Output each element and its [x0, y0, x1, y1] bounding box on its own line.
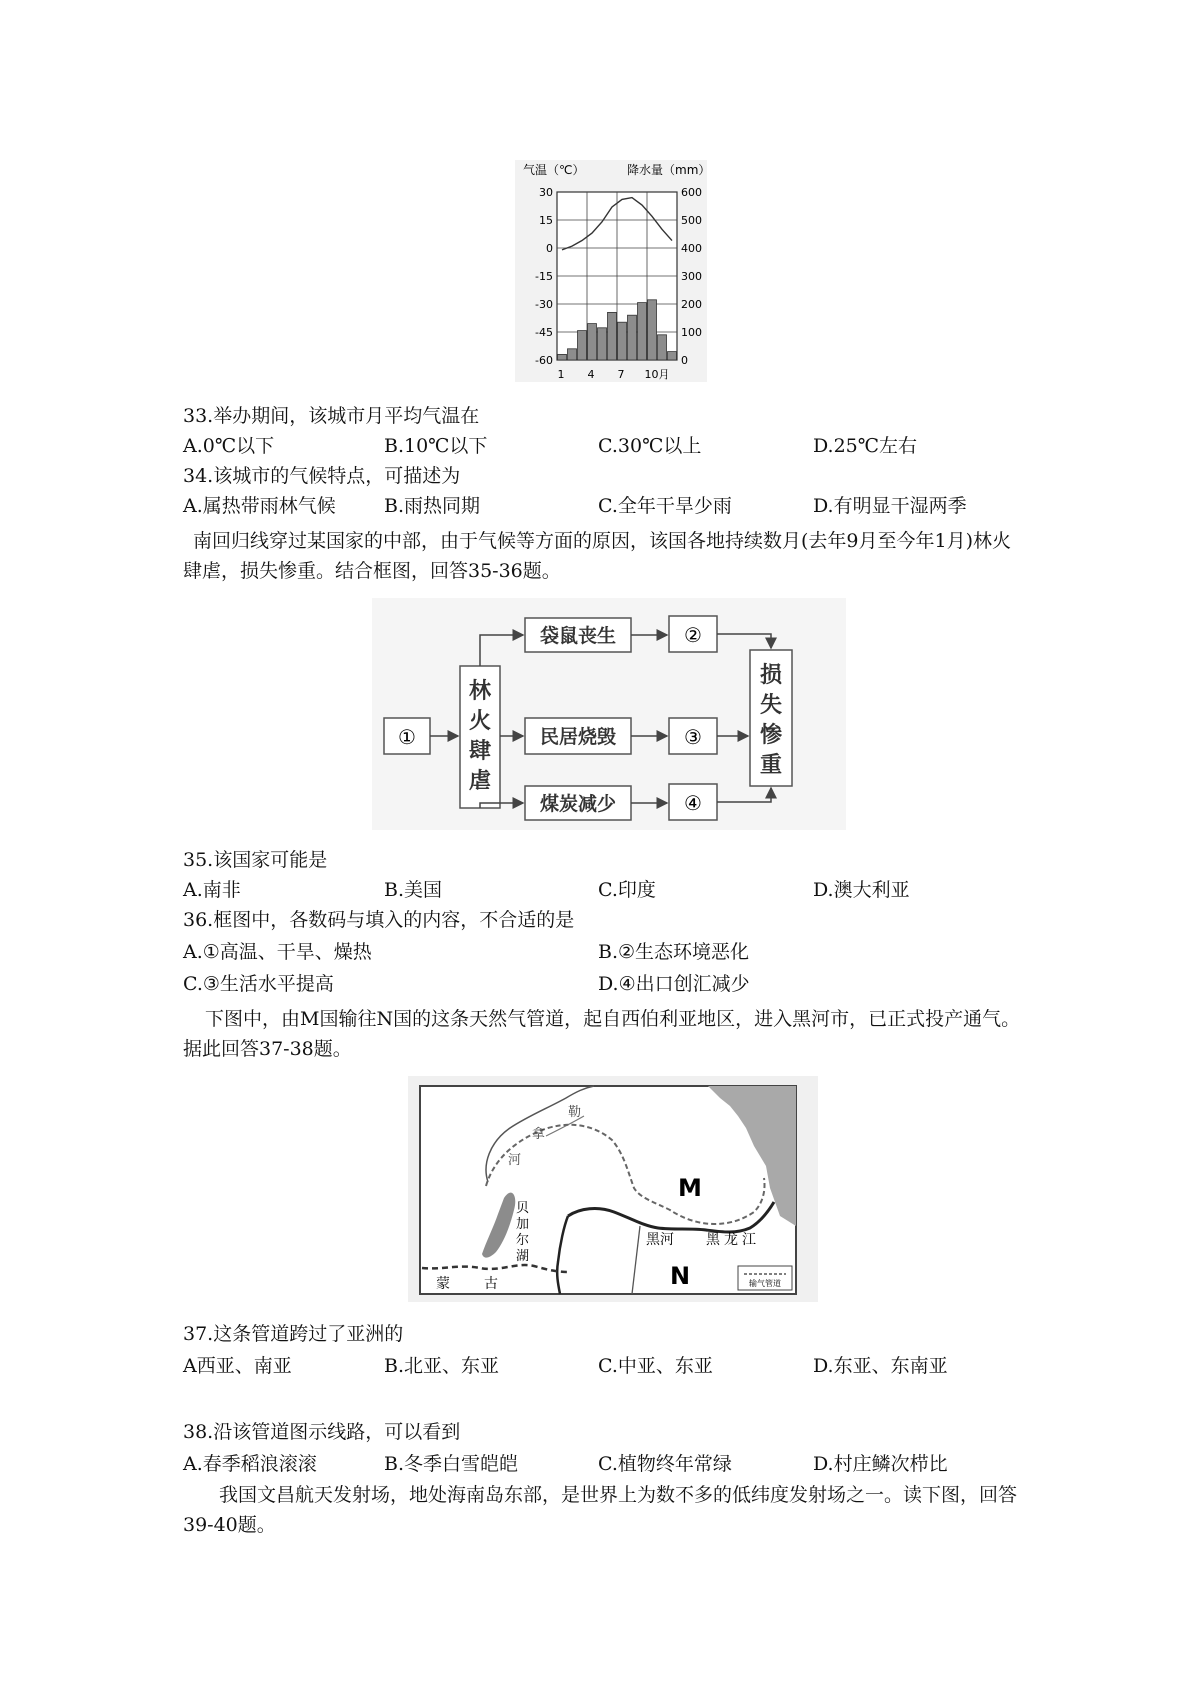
amur-label-2: 龙 [724, 1232, 738, 1248]
q35-option-c: C.印度 [598, 879, 656, 901]
q35-option-b: B.美国 [384, 879, 443, 901]
precip-bar-10 [648, 300, 657, 360]
arrow-fire-top [480, 635, 523, 666]
fire-box-label: 林火肆虐 [468, 679, 492, 794]
x-tick-1: 1 [557, 368, 565, 381]
loss-box-label: 损失惨重 [759, 663, 783, 778]
q34-option-d: D.有明显干湿两季 [813, 495, 967, 517]
x-tick-10: 10月 [644, 368, 670, 381]
left-tick-m60: -60 [535, 354, 553, 367]
precip-bar-3 [578, 331, 587, 360]
q38-option-c: C.植物终年常绿 [598, 1453, 732, 1475]
q33-stem: 33.举办期间，该城市月平均气温在 [183, 405, 480, 427]
climate-chart [515, 160, 707, 382]
country-m-label: M [678, 1174, 702, 1202]
right-tick-100: 100 [681, 326, 702, 339]
precip-bar-11 [658, 335, 667, 360]
q37-stem: 37.这条管道跨过了亚洲的 [183, 1323, 404, 1345]
lake-label-3: 尔 [516, 1233, 530, 1248]
y-right-label: 降水量（mm） [627, 163, 707, 177]
box-4-label: ④ [684, 791, 702, 815]
intro-37-38: 下图中，由M国输往N国的这条天然气管道，起自西伯利亚地区，进入黑河市，已正式投产通气。据此回答37-38题。 [183, 1008, 1021, 1060]
precip-bar-9 [638, 303, 647, 360]
left-tick-30: 30 [539, 186, 553, 199]
left-tick-15: 15 [539, 214, 553, 227]
y-left-label: 气温（℃） [523, 163, 585, 177]
arrow-4-loss [717, 788, 771, 802]
q34-stem: 34.该城市的气候特点，可描述为 [183, 465, 461, 487]
q36-option-d: D.④出口创汇减少 [598, 973, 750, 995]
left-tick-m15: -15 [535, 270, 553, 283]
q34-option-b: B.雨热同期 [384, 495, 481, 517]
precip-bar-12 [668, 352, 677, 360]
q37-option-c: C.中亚、东亚 [598, 1355, 713, 1377]
right-tick-200: 200 [681, 298, 702, 311]
q34-option-c: C.全年干旱少雨 [598, 495, 732, 517]
lake-label-1: 贝 [516, 1201, 530, 1216]
q33-option-a: A.0℃以下 [183, 435, 275, 457]
box-3-label: ③ [684, 725, 702, 749]
q36-option-c: C.③生活水平提高 [183, 973, 334, 995]
box-coal-label: 煤炭减少 [539, 793, 617, 815]
q38-option-b: B.冬季白雪皑皑 [384, 1453, 519, 1475]
right-tick-0: 0 [681, 354, 688, 367]
q36-option-b: B.②生态环境恶化 [598, 941, 750, 963]
left-tick-m30: -30 [535, 298, 553, 311]
heihe-label: 黑河 [646, 1232, 674, 1248]
q34-option-a: A.属热带雨林气候 [183, 495, 336, 517]
right-tick-600: 600 [681, 186, 702, 199]
intro-39-40: 我国文昌航天发射场，地处海南岛东部，是世界上为数不多的低纬度发射场之一。读下图，回答39-40题。 [183, 1484, 1018, 1536]
mongolia-label-2: 古 [484, 1276, 498, 1292]
q36-stem: 36.框图中，各数码与填入的内容，不合适的是 [183, 909, 575, 931]
lake-label-2: 加 [516, 1217, 530, 1232]
pipeline-map-svg [408, 1076, 818, 1302]
q37-option-a: A西亚、南亚 [183, 1355, 292, 1377]
pipeline-map [408, 1076, 818, 1302]
q33-option-b: B.10℃以下 [384, 435, 488, 457]
precip-bar-1 [558, 354, 567, 360]
flowchart-svg [372, 598, 846, 830]
left-tick-m45: -45 [535, 326, 553, 339]
q35-option-a: A.南非 [183, 879, 241, 901]
arrow-2-loss [717, 634, 771, 648]
amur-label-3: 江 [742, 1232, 756, 1248]
q37-option-b: B.北亚、东亚 [384, 1355, 500, 1377]
precip-bar-5 [598, 328, 607, 360]
precip-bar-2 [568, 349, 577, 360]
box-kangaroo-label: 袋鼠丧生 [539, 625, 617, 647]
flowchart [372, 598, 846, 830]
precip-bar-6 [608, 312, 617, 360]
q33-option-d: D.25℃左右 [813, 435, 918, 457]
q37-option-d: D.东亚、东南亚 [813, 1355, 948, 1377]
lake-label-4: 湖 [516, 1249, 530, 1264]
q38-stem: 38.沿该管道图示线路，可以看到 [183, 1421, 461, 1443]
country-n-label: N [670, 1262, 691, 1290]
mongolia-label-1: 蒙 [436, 1276, 450, 1292]
precip-bar-4 [588, 324, 597, 360]
box-1-label: ① [398, 725, 416, 749]
q38-option-d: D.村庄鳞次栉比 [813, 1453, 948, 1475]
q33-option-c: C.30℃以上 [598, 435, 702, 457]
intro-35-36: 南回归线穿过某国家的中部，由于气候等方面的原因，该国各地持续数月(去年9月至今年1月)林火肆虐，损失惨重。结合框图，回答35-36题。 [183, 530, 1012, 582]
q38-option-a: A.春季稻浪滚滚 [183, 1453, 317, 1475]
box-houses-label: 民居烧毁 [539, 726, 617, 748]
x-tick-7: 7 [617, 368, 625, 381]
q36-option-a: A.①高温、干旱、燥热 [183, 941, 372, 963]
q35-option-d: D.澳大利亚 [813, 879, 910, 901]
precip-bar-8 [628, 315, 637, 360]
river-label-1: 河 [508, 1153, 522, 1168]
climate-chart-svg [515, 160, 707, 382]
q35-stem: 35.该国家可能是 [183, 849, 328, 871]
right-tick-500: 500 [681, 214, 702, 227]
x-tick-4: 4 [587, 368, 595, 381]
right-tick-400: 400 [681, 242, 702, 255]
river-label-3: 勒 [568, 1105, 582, 1120]
amur-label-1: 黑 [706, 1232, 720, 1248]
box-2-label: ② [684, 623, 702, 647]
legend-label: 输气管道 [749, 1279, 781, 1288]
left-tick-0: 0 [546, 242, 553, 255]
river-label-2: 拿 [532, 1127, 546, 1142]
right-tick-300: 300 [681, 270, 702, 283]
precip-bar-7 [618, 322, 627, 360]
